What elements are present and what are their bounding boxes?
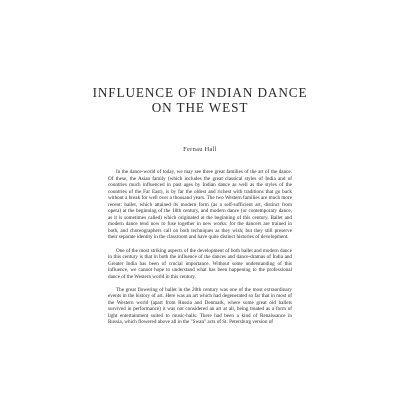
body-paragraph: In the dance-world of today, we may see three great families of the art of the dance. Of these, the Asian family (which includes the great classical styles of India and of countries much influenced in past ages by Indian dance as well as the styles of the countries of the Far East), is by far the oldest and richest with traditions that go back without a break for well over a thousand years. The two Western families are much more recent: ballet, which attained its modern form (as a self-sufficient art, distinct from opera) at the beginning of the 18th century, and modern dance (or contemporary dance, as it is sometimes called) which originated at the beginning of this century. Ballet and modern dance tend now to fuse together in new works: for the dancers are trained in both, and choreographers call on both techniques as they wish; but they still preserve their separate identity in the classroom and have quite distinct histories of development. [108, 169, 292, 241]
article-body [108, 169, 292, 326]
article-title-line-1: INFLUENCE OF INDIAN DANCE [92, 85, 308, 100]
article-title-line-2: ON THE WEST [151, 99, 249, 115]
body-paragraph: One of the most striking aspects of the development of both ballet and modern dance in this century is that in both the influence of the dances and dance-dramas of India and Greater India has been of crucial importance. Without some understanding of this influence, we cannot hope to understand what has been happening to the professional dance of the Western world in this century. [108, 247, 292, 280]
article-title [60, 86, 340, 115]
body-paragraph: The great flowering of ballet in the 20th century was one of the most extraordinary events in the history of art. Here was an art which had degenerated so far that in most of the Western world (apart from Russia and Denmark, where some great old ballets survived in performance) it was not considered an art at all, being treated as a form of light entertainment suited to music-halls. There had been a kind of Renaissance in Russia, which flowered above all in the "Swan" acts of St. Petersburg version of [108, 286, 292, 326]
author-byline: Fernau Hall [183, 146, 217, 153]
